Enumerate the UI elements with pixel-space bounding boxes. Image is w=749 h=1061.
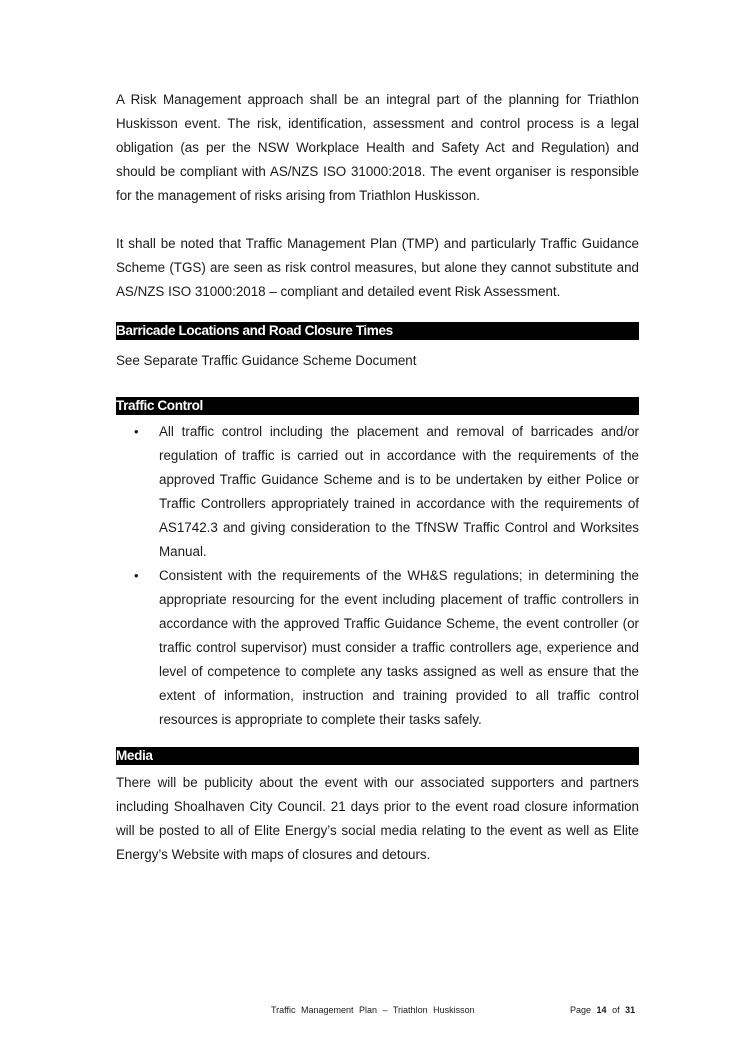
section-spacer (116, 373, 639, 397)
barricade-section-heading: Barricade Locations and Road Closure Times (116, 322, 639, 340)
page-content (116, 88, 639, 867)
footer-document-title: Traffic Management Plan – Triathlon Huskisson (271, 1005, 475, 1015)
media-section-body: There will be publicity about the event with our associated supporters and partners including Shoalhaven City Council. 21 days prior to the event road closure information will be posted to all of Elite Energy’s social media relating to the event as well as Elite Energy’s Website with maps of closures and detours. (116, 775, 639, 862)
list-item (116, 564, 639, 732)
total-pages-number: 31 (625, 1005, 636, 1015)
of-label: of (612, 1005, 620, 1015)
bullet-text: All traffic control including the placement and removal of barricades and/or regulation of traffic is carried out in accordance with the requirements of the approved Traffic Guidance Scheme and is to be undertaken by either Police or Traffic Controllers appropriately trained in accordance with the requirements of AS1742.3 and giving consideration to the TfNSW Traffic Control and Worksites Manual. (159, 424, 639, 559)
bullet-icon: • (134, 424, 139, 439)
bullet-text: Consistent with the requirements of the WH&S regulations; in determining the appropriate resourcing for the event including placement of traffic controllers in accordance with the approved Traffic Guidance Scheme, the event controller (or traffic control supervisor) must consider a traffic controllers age, experience and level of competence to complete any tasks assigned as well as ensure that the extent of information, instruction and training provided to all traffic control resources is appropriate to complete their tasks safely. (159, 568, 639, 727)
current-page-number: 14 (596, 1005, 607, 1015)
tmp-note-paragraph: It shall be noted that Traffic Management Plan (TMP) and particularly Traffic Guidance Scheme (TGS) are seen as risk control measures, but alone they cannot substitute and AS/NZS ISO 31000:2018 – compliant and detailed event Risk Assessment. (116, 236, 639, 299)
traffic-control-section-heading: Traffic Control (116, 397, 639, 415)
page-label: Page (570, 1005, 592, 1015)
section-spacer (116, 732, 639, 747)
media-section-heading: Media (116, 747, 639, 765)
bullet-icon: • (134, 568, 139, 583)
list-item (116, 420, 639, 564)
risk-management-paragraph: A Risk Management approach shall be an integral part of the planning for Triathlon Huskisson event. The risk, identification, assessment and control process is a legal obligation (as per the NSW Workplace Health and Safety Act and Regulation) and should be compliant with AS/NZS ISO 31000:2018. The event organiser is responsible for the management of risks arising from Triathlon Huskisson. (116, 92, 639, 203)
footer-page-number (570, 1004, 635, 1016)
traffic-control-bullet-list (116, 420, 639, 732)
barricade-section-body: See Separate Traffic Guidance Scheme Document (116, 353, 417, 368)
